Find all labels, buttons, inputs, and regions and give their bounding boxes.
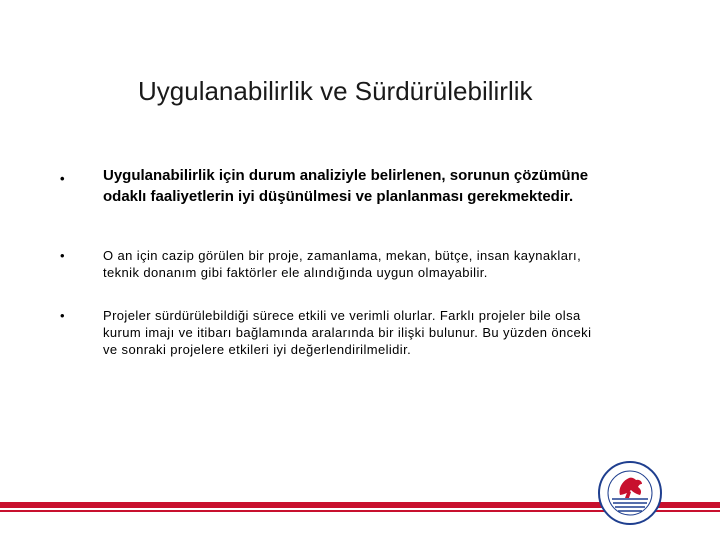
bullet-line: O an için cazip görülen bir proje, zamanlama, mekan, bütçe, insan kaynakları, — [103, 248, 582, 263]
bullet-line: teknik donanım gibi faktörler ele alındığında uygun olmayabilir. — [103, 265, 488, 280]
bullet-marker: • — [60, 308, 65, 323]
bullet-item — [60, 247, 680, 281]
bullet-line: odaklı faaliyetlerin iyi düşünülmesi ve planlanması gerekmektedir. — [103, 188, 574, 205]
bullet-list — [60, 165, 680, 358]
bullet-line: Projeler sürdürülebildiği sürece etkili ve verimli olurlar. Farklı projeler bile olsa — [103, 308, 581, 323]
university-seal-icon — [598, 461, 662, 525]
bullet-line: ve sonraki projelere etkileri iyi değerlendirilmelidir. — [103, 342, 412, 357]
bullet-line: Uygulanabilirlik için durum analiziyle belirlenen, sorunun çözümüne — [103, 167, 589, 184]
bullet-item — [60, 165, 680, 207]
bullet-marker: • — [60, 171, 65, 186]
bullet-marker: • — [60, 248, 65, 263]
bullet-line: kurum imajı ve itibarı bağlamında aralarında bir ilişki bulunur. Bu yüzden önceki — [103, 325, 592, 340]
slide-title: Uygulanabilirlik ve Sürdürülebilirlik — [138, 76, 533, 106]
bullet-item — [60, 307, 680, 358]
